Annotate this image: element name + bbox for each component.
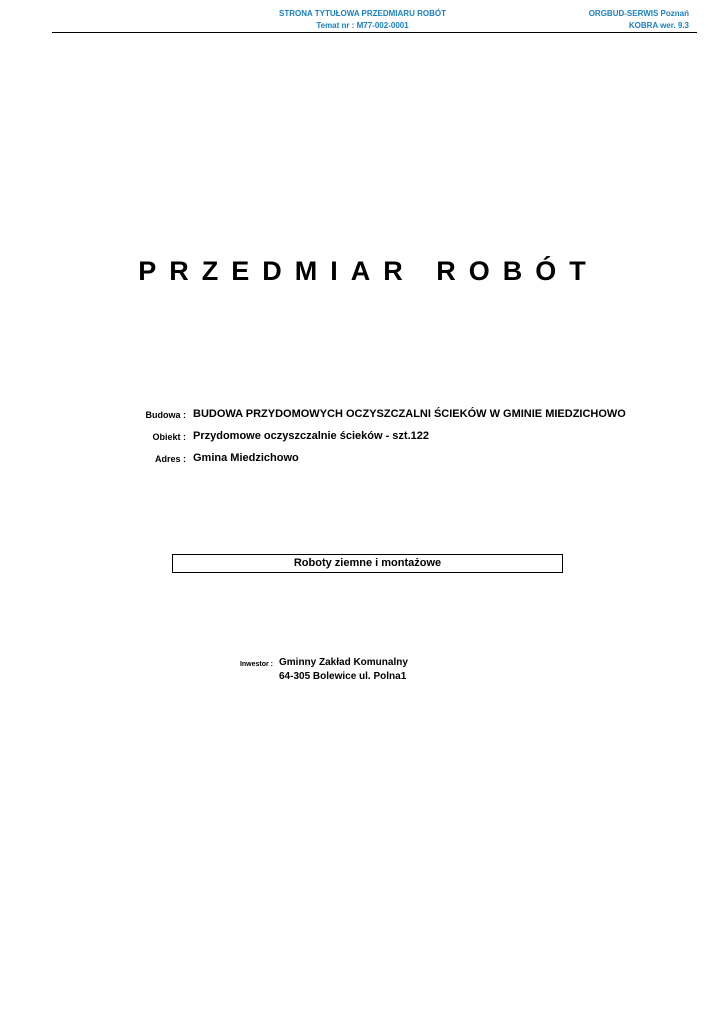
document-title: PRZEDMIAR ROBÓT <box>138 256 599 286</box>
scope-box: Roboty ziemne i montażowe <box>172 554 563 573</box>
header-company-name: ORGBUD-SERWIS Poznań <box>588 9 689 18</box>
budowa-label: Budowa : <box>145 410 186 420</box>
obiekt-value: Przydomowe oczyszczalnie ścieków - szt.122 <box>193 430 429 442</box>
header-topic-number: Temat nr : M77-002-0001 <box>316 21 409 30</box>
info-row-adres <box>0 448 724 466</box>
adres-value: Gmina Miedzichowo <box>193 452 299 464</box>
investor-name: Gminny Zakład Komunalny <box>279 657 408 668</box>
obiekt-label: Obiekt : <box>152 432 186 442</box>
header-software-version: KOBRA wer. 9.3 <box>628 21 689 30</box>
investor-label: Inwestor : <box>239 661 273 668</box>
header-company-info <box>489 8 689 32</box>
budowa-value: BUDOWA PRZYDOMOWYCH OCZYSZCZALNI ŚCIEKÓW W GMINIE MIEDZICHOWO <box>193 408 626 420</box>
info-row-obiekt <box>0 426 724 444</box>
header-title: STRONA TYTUŁOWA PRZEDMIARU ROBÓT <box>279 9 446 18</box>
investor-address: 64-305 Bolewice ul. Polna1 <box>279 671 407 682</box>
header-document-info <box>230 8 495 32</box>
header-divider <box>52 32 697 33</box>
adres-label: Adres : <box>154 454 186 464</box>
info-row-budowa <box>0 404 724 422</box>
